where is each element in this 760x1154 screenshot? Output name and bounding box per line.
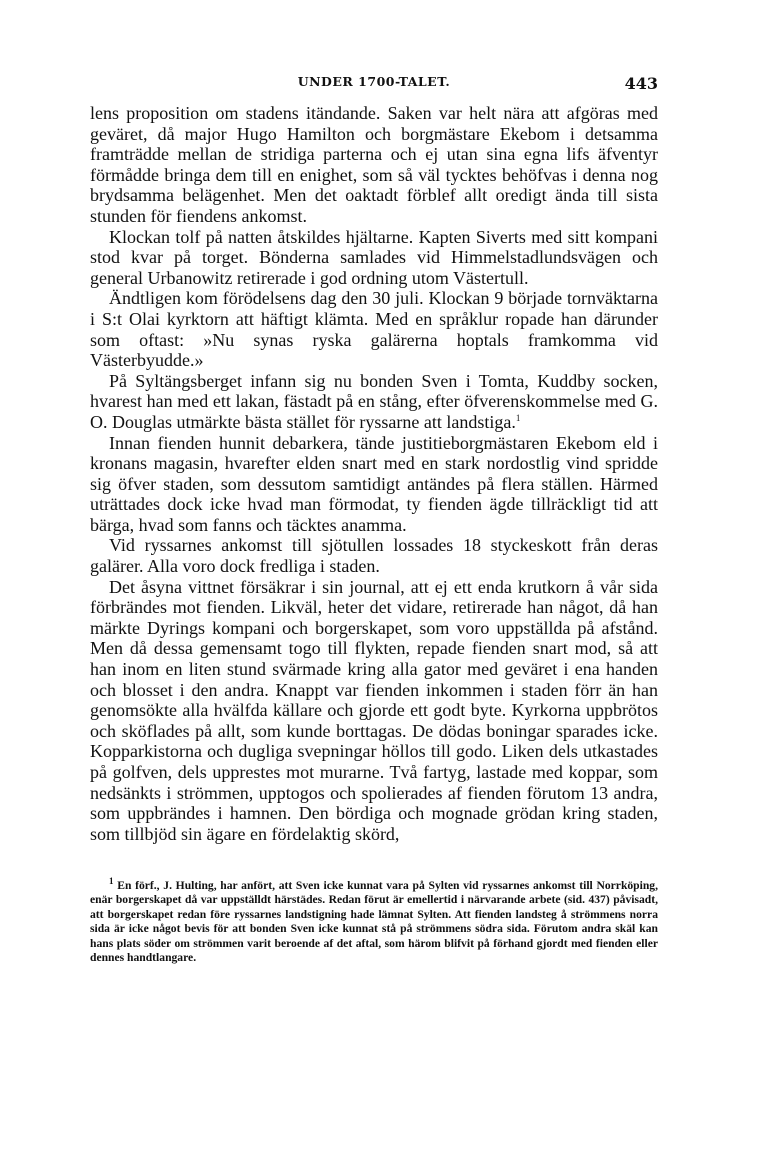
footnote xyxy=(90,876,658,965)
running-head: UNDER 1700-TALET. xyxy=(297,74,451,89)
paragraph: Innan fienden hunnit debarkera, tände justitieborgmästaren Ekebom eld i kronans magasin, hvarefter elden snart med en stark nordostlig vind spridde sig öfver staden, som dessutom samtidigt antändes på flera ställen. Härmed uträttades dock icke hvad man förmodat, ty fienden ägde tillräckligt tid att bärga, hvad som fanns och täcktes anamma. xyxy=(90,432,658,535)
page-number: 443 xyxy=(624,74,658,93)
footnotes xyxy=(90,876,658,965)
paragraph: Klockan tolf på natten åtskildes hjältarne. Kapten Siverts med sitt kompani stod kvar på torget. Bönderna samlades vid Himmelstadlundsvägen och general Urbanowitz retirerade i god ordning utom Västertull. xyxy=(90,226,658,288)
paragraph: Ändtligen kom förödelsens dag den 30 juli. Klockan 9 började tornväktarna i S:t Olai kyrktorn att häftigt klämta. Med en språklur ropade han därunder som oftast: »Nu synas ryska galärerna hoptals framkomma vid Västerbyudde.» xyxy=(90,288,658,371)
paragraph: Det åsyna vittnet försäkrar i sin journal, att ej ett enda krutkorn å vår sida förbrändes mot fienden. Likväl, heter det vidare, retirerade han något, då han märkte Dyrings kompani och borgerskapet, som voro uppställda på afstånd. Men då dessa gemensamt togo till flykten, repade fienden snart mod, så att han inom en liten stund svärmade kring alla gator med geväret i ena handen och blosset i den andra. Knappt var fienden inkommen i staden förr än han genomsökte alla hvälfda källare och gjorde ett godt byte. Kyrkorna uppbrötos och sköflades på allt, som kunde borttagas. De dödas boningar sparades icke. Kopparkistorna och dugliga svepningar höllos till godo. Liken dels utkastades på golfven, dels upprestes mot murarne. Två fartyg, lastade med koppar, som nedsänkts i strömmen, upptogos och spolierades af fienden förutom 13 andra, som uppbrändes i hamnen. Den bördiga och mognade grödan kring staden, som tillbjöd sin ägare en fördelaktig skörd, xyxy=(90,576,658,844)
paragraph: Vid ryssarnes ankomst till sjötullen lossades 18 styckeskott från deras galärer. Alla voro dock fredliga i staden. xyxy=(90,535,658,577)
footnote-reference: 1 xyxy=(515,412,521,423)
footnote-marker: 1 xyxy=(109,876,114,887)
paragraph xyxy=(90,371,658,433)
footnote-text: En förf., J. Hulting, har anfört, att Sven icke kunnat vara på Sylten vid ryssarnes ankomst till Norrköping, enär borgerskapet då var uppställdt härstädes. Redan förut är emellertid i närvarande arbete (sid. 437) påvisadt, att borgerskapet redan före ryssarnes landstigning hade lämnat Sylten. Att fienden landsteg å strömmens norra sida är icke något bevis för att bonden Sven icke kunnat stå på strömmens södra sida. Förutom andra skäl kan hans plats söder om strömmen varit beroende af det aftal, som härom blifvit på förhand gjordt med fienden eller dennes handtlangare. xyxy=(90,879,658,965)
paragraph: lens proposition om stadens itändande. Saken var helt nära att afgöras med geväret, då major Hugo Hamilton och borgmästare Ekebom i detsamma framträdde mellan de stridiga parterna och ej utan sina egna lifs äfventyr förmådde bringa dem till en enighet, som så väl tycktes behöfvas i denna nog brydsamma belägenhet. Men det oaktadt förblef allt oredigt ända till sista stunden för fiendens ankomst. xyxy=(90,103,658,226)
page-header xyxy=(90,74,658,96)
paragraph-text: På Syltängsberget infann sig nu bonden Sven i Tomta, Kuddby socken, hvarest han med ett lakan, fästadt på en stång, efter öfverenskommelse med G. O. Douglas utmärkte bästa stället för ryssarne att landstiga. xyxy=(90,370,658,432)
body-text xyxy=(90,103,658,844)
